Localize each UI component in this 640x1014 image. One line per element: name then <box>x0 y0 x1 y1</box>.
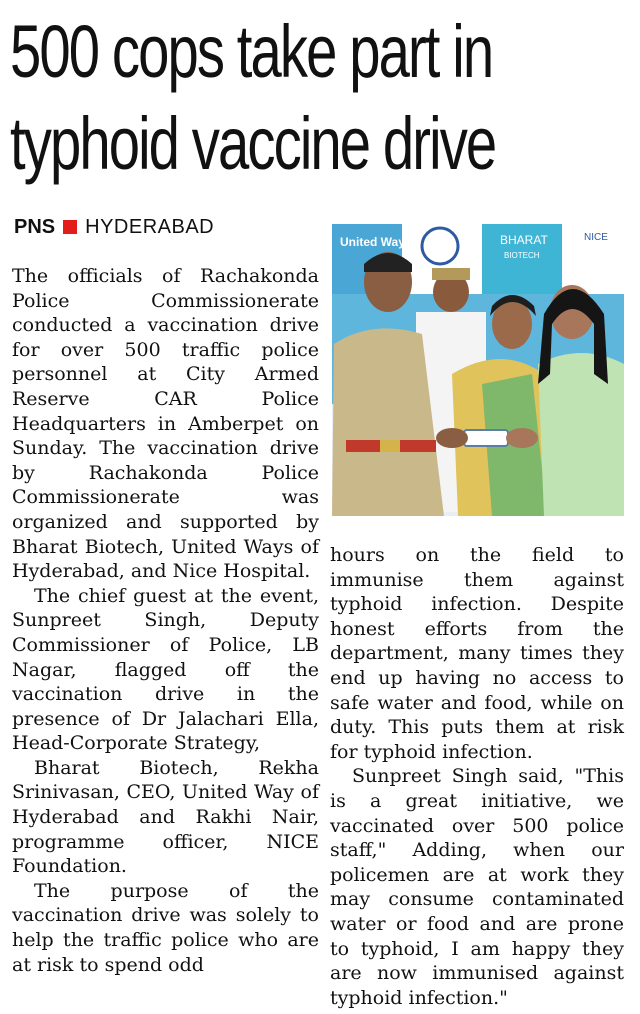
article-column-left <box>12 264 319 977</box>
byline-square-icon <box>63 220 77 234</box>
paragraph-4: The purpose of the vaccination drive was solely to help the traffic police who are at risk to spend odd <box>12 879 319 976</box>
backdrop-text-united-way: United Way <box>340 235 405 249</box>
headline-line-1: 500 cops take part in <box>10 10 493 93</box>
backdrop-text-nice: NICE <box>584 232 608 243</box>
photo-woman-hand <box>506 428 538 448</box>
paragraph-2: The chief guest at the event, Sunpreet Singh, Deputy Commissioner of Police, LB Nagar, flagged off the vaccination drive in the presence of Dr Jalachari Ella, Head-Corporate Strategy, <box>12 584 319 755</box>
photo-officer-cap <box>432 268 470 280</box>
backdrop-text-bharat: BHARAT <box>500 233 548 247</box>
byline-agency: PNS <box>14 216 56 238</box>
headline-line-2: typhoid vaccine drive <box>10 102 496 185</box>
photo-officer-buckle <box>380 440 400 452</box>
paragraph-6: Sunpreet Singh said, "This is a great initiative, we vaccinated over 500 police staff," Adding, when our policemen are at work they may consume contaminated water or food and are prone to typhoid, I am happy they are now immunised against typhoid infection." <box>330 765 624 1009</box>
backdrop-text-biotech: BIOTECH <box>504 251 540 260</box>
photo-illustration <box>332 224 624 516</box>
paragraph-5: hours on the field to immunise them against typhoid infection. Despite honest efforts from the department, many times they end up having no access to safe water and food, while on duty. This puts them at risk for typhoid infection. <box>330 544 624 763</box>
photo-officer-hand <box>436 428 468 448</box>
paragraph-1: The officials of Rachakonda Police Commissionerate conducted a vaccination drive for over 500 traffic police personnel at City Armed Reserve CAR Police Headquarters in Amberpet on Sunday. The vaccination drive by Rachakonda Police Commissionerate was organized and supported by Bharat Biotech, United Ways of Hyderabad, and Nice Hospital. <box>12 265 319 583</box>
photo-woman-right-kurta <box>538 353 624 516</box>
article-column-right <box>330 543 624 1010</box>
news-photo <box>332 224 624 516</box>
headline <box>10 6 496 190</box>
byline <box>14 214 214 240</box>
byline-city: HYDERABAD <box>85 216 215 238</box>
photo-vaccine-box <box>464 430 508 446</box>
paragraph-3: Bharat Biotech, Rekha Srinivasan, CEO, United Way of Hyderabad and Rakhi Nair, programme officer, NICE Foundation. <box>12 756 319 878</box>
